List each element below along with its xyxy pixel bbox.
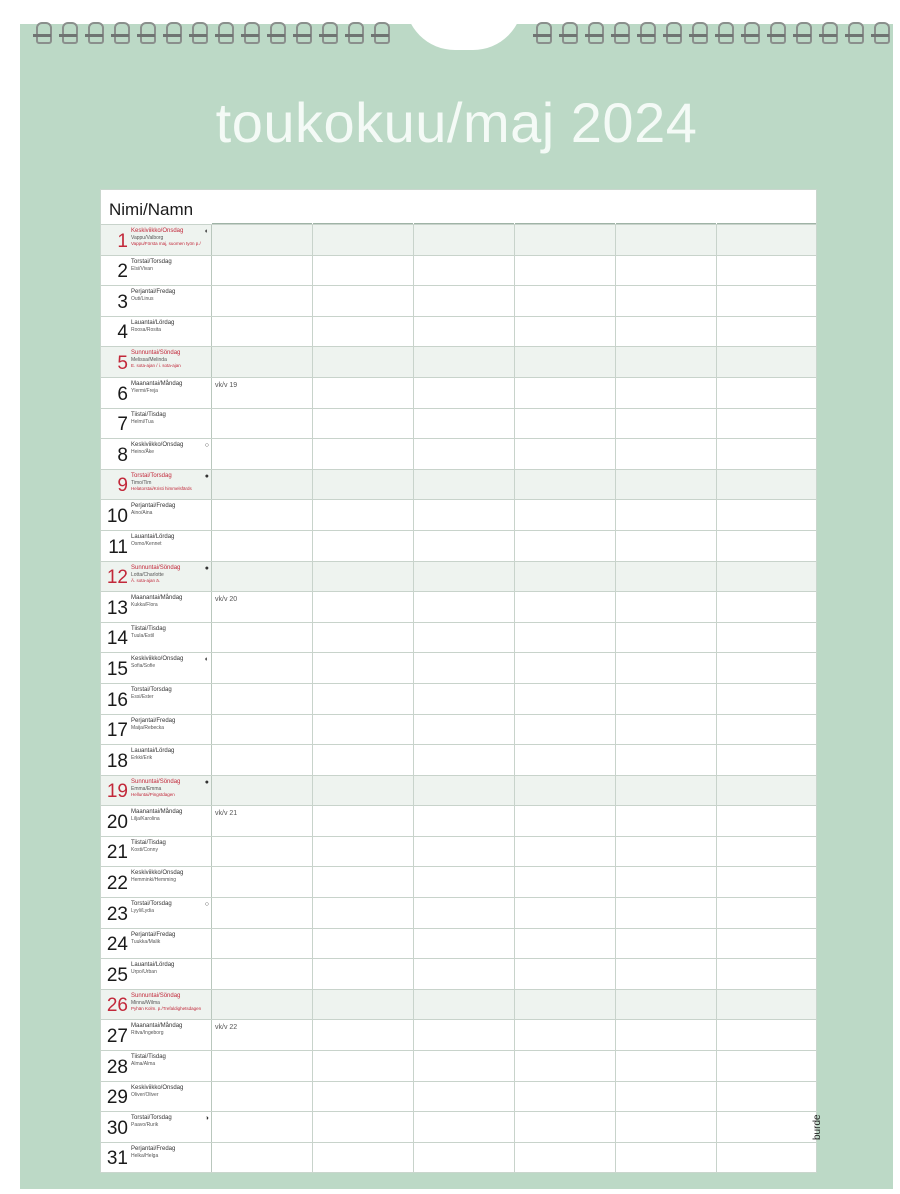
day-number: 4: [117, 322, 128, 344]
header-label: Nimi/Namn: [109, 200, 194, 219]
day-number: 12: [106, 567, 128, 589]
day-row: [101, 897, 816, 928]
name-day-label: Kukka/Flora: [131, 602, 158, 609]
binding-ring: [816, 20, 842, 46]
day-row: [101, 928, 816, 959]
day-number: 19: [106, 781, 128, 803]
holiday-note: Vappu/Första maj, suomen työn p./: [131, 241, 201, 246]
binding-ring: [186, 20, 212, 46]
page-title: toukokuu/maj 2024: [215, 91, 698, 154]
day-row: [101, 499, 816, 530]
day-row: [101, 285, 816, 316]
weekday-label: Lauantai/Lördag: [131, 319, 175, 326]
column-divider: [101, 745, 717, 775]
column-divider: [101, 439, 717, 469]
day-number: 6: [117, 383, 128, 405]
day-number: 14: [106, 628, 128, 650]
day-row: [101, 346, 816, 377]
name-day-label: Oliver/Oliver: [131, 1091, 159, 1098]
weekday-label: Keskiviikko/Onsdag: [131, 1084, 184, 1091]
day-row: [101, 1111, 816, 1142]
binding-ring: [160, 20, 186, 46]
column-divider: [101, 715, 717, 745]
day-number: 28: [106, 1056, 128, 1078]
day-row: [101, 958, 816, 989]
weekday-label: Tiistai/Tisdag: [131, 1054, 166, 1061]
day-number: 31: [106, 1148, 128, 1170]
day-number: 9: [117, 475, 128, 497]
name-day-label: Ylermi/Freja: [131, 387, 158, 394]
column-divider: [101, 256, 717, 286]
day-row: [101, 866, 816, 897]
column-divider: [101, 837, 717, 867]
column-divider: [101, 867, 717, 897]
weekday-label: Perjantai/Fredag: [131, 931, 176, 938]
day-number: 29: [106, 1087, 128, 1109]
day-number: 8: [117, 444, 128, 466]
weekday-label: Perjantai/Fredag: [131, 717, 176, 724]
binding-ring: [608, 20, 634, 46]
binding-ring: [56, 20, 82, 46]
moon-phase-icon: ●: [204, 564, 209, 572]
column-divider: [101, 286, 717, 316]
column-divider: [101, 562, 717, 592]
weekday-label: Maanantai/Måndag: [131, 1023, 183, 1030]
day-number: 2: [117, 261, 128, 283]
moon-phase-icon: ◑: [204, 1115, 209, 1123]
column-divider: [101, 409, 717, 439]
name-day-label: Helka/Helga: [131, 1152, 159, 1159]
day-number: 26: [106, 995, 128, 1017]
day-number: 15: [106, 658, 128, 680]
column-divider: [101, 929, 717, 959]
weekday-label: Torstai/Torsdag: [131, 686, 172, 693]
binding-ring: [712, 20, 738, 46]
column-divider: [101, 653, 717, 683]
weekday-label: Keskiviikko/Onsdag: [131, 656, 184, 663]
day-row: [101, 989, 816, 1020]
weekday-label: Maanantai/Måndag: [131, 595, 183, 602]
binding-ring: [790, 20, 816, 46]
day-row: [101, 530, 816, 561]
name-day-label: Timo/Tim: [131, 479, 152, 486]
name-day-label: Urpo/Urban: [131, 969, 157, 976]
day-number: 25: [106, 964, 128, 986]
weekday-label: Torstai/Torsdag: [131, 901, 172, 908]
day-row: [101, 1081, 816, 1112]
binding-rings-right: [530, 20, 894, 46]
weekday-label: Maanantai/Måndag: [131, 380, 183, 387]
binding-ring: [738, 20, 764, 46]
moon-phase-icon: ○: [204, 442, 209, 450]
column-divider: [101, 225, 717, 255]
name-day-label: Vappu/Valborg: [131, 235, 164, 241]
name-day-label: Alma/Alma: [131, 1061, 156, 1068]
column-divider: [101, 1143, 717, 1173]
column-divider: [101, 317, 717, 347]
column-divider: [101, 776, 717, 806]
day-number: 1: [117, 230, 128, 252]
moon-phase-icon: ●: [204, 778, 209, 786]
day-number: 16: [106, 689, 128, 711]
moon-phase-icon: ●: [204, 472, 209, 480]
column-divider: [101, 1112, 717, 1142]
binding-ring: [764, 20, 790, 46]
day-row: [101, 438, 816, 469]
header-name-cell-4[interactable]: [515, 190, 615, 224]
week-number: vk/v 22: [215, 1024, 238, 1032]
column-divider: [101, 623, 717, 653]
name-day-label: Heino/Åke: [131, 449, 155, 456]
day-number: 3: [117, 291, 128, 313]
weekday-label: Perjantai/Fredag: [131, 1145, 176, 1152]
weekday-label: Keskiviikko/Onsdag: [131, 442, 184, 449]
holiday-note: Helatorstai/Kristi himmelsfärds: [131, 485, 192, 491]
day-number: 11: [108, 536, 128, 558]
day-number: 5: [117, 352, 128, 374]
grid-header: [101, 190, 816, 224]
name-day-label: Ritva/Ingeborg: [131, 1030, 164, 1037]
weekday-label: Tiistai/Tisdag: [131, 625, 166, 632]
header-name-cell-6[interactable]: [717, 190, 816, 224]
binding-ring: [264, 20, 290, 46]
weekday-label: Sunnuntai/Söndag: [131, 350, 181, 357]
weekday-label: Sunnuntai/Söndag: [131, 992, 181, 999]
binding-rings-left: [30, 20, 394, 46]
column-divider: [101, 806, 717, 836]
binding-ring: [582, 20, 608, 46]
name-day-label: Hemminki/Hemming: [131, 877, 177, 884]
binding-ring: [634, 20, 660, 46]
header-name-cell-5[interactable]: [616, 190, 716, 224]
day-row: [101, 469, 816, 500]
day-row: [101, 744, 816, 775]
weekday-label: Lauantai/Lördag: [131, 962, 175, 969]
binding-ring: [238, 20, 264, 46]
calendar-grid: [100, 189, 817, 1173]
moon-phase-icon: ○: [204, 901, 209, 909]
day-number: 7: [117, 414, 128, 436]
holiday-note: Pyhän Kolm. p./Trefaldighetsdagen: [131, 1005, 202, 1011]
holiday-note: E. sota-ajan / i. sota-ajan: [131, 363, 181, 369]
week-number: vk/v 21: [215, 810, 238, 818]
binding-ring: [30, 20, 56, 46]
day-number: 23: [106, 903, 128, 925]
name-day-label: Maija/Rebecka: [131, 724, 165, 731]
column-divider: [101, 500, 717, 530]
binding-ring: [212, 20, 238, 46]
column-divider: [101, 378, 717, 408]
moon-phase-icon: ◐: [204, 228, 209, 235]
brand-logo: burde: [812, 1114, 823, 1140]
name-day-label: Melissa/Melinda: [131, 357, 167, 364]
name-day-label: Kosti/Conny: [131, 846, 158, 853]
name-day-label: Paavo/Rurik: [131, 1122, 159, 1129]
binding-ring: [108, 20, 134, 46]
column-divider: [101, 592, 717, 622]
weekday-label: Keskiviikko/Onsdag: [131, 228, 184, 234]
week-number: vk/v 20: [215, 596, 238, 604]
name-day-label: Tuula/Estil: [131, 632, 155, 639]
weekday-label: Perjantai/Fredag: [131, 503, 176, 510]
day-row: [101, 805, 816, 836]
name-day-label: Roosa/Rosita: [131, 326, 162, 333]
day-number: 30: [106, 1117, 128, 1139]
name-day-label: Minna/Wilma: [131, 999, 160, 1006]
binding-ring: [290, 20, 316, 46]
column-divider: [101, 1051, 717, 1081]
column-divider: [101, 1082, 717, 1112]
day-row: [101, 1050, 816, 1081]
day-number: 21: [106, 842, 128, 864]
day-row: [101, 377, 816, 408]
weekday-label: Lauantai/Lördag: [131, 533, 175, 540]
name-day-label: Lotta/Charlotte: [131, 571, 164, 578]
column-divider: [101, 990, 717, 1020]
binding-ring: [82, 20, 108, 46]
binding-ring: [530, 20, 556, 46]
week-number: vk/v 19: [215, 381, 238, 389]
binding-ring: [134, 20, 160, 46]
day-number: 20: [106, 811, 128, 833]
header-name-cell-1[interactable]: [212, 190, 312, 224]
day-row: [101, 408, 816, 439]
weekday-label: Keskiviikko/Onsdag: [131, 870, 184, 877]
holiday-note: Ä. sota-ajan ä.: [131, 577, 161, 583]
weekday-label: Maanantai/Måndag: [131, 809, 183, 816]
day-number: 27: [106, 1026, 128, 1048]
header-name-cell-2[interactable]: [313, 190, 413, 224]
column-divider: [101, 1020, 717, 1050]
weekday-label: Torstai/Torsdag: [131, 258, 172, 265]
binding-ring: [660, 20, 686, 46]
day-row: [101, 316, 816, 347]
day-row: [101, 255, 816, 286]
day-number: 17: [106, 720, 128, 742]
day-row: [101, 1142, 816, 1173]
binding-ring: [686, 20, 712, 46]
day-row: [101, 591, 816, 622]
column-divider: [101, 347, 717, 377]
weekday-label: Perjantai/Fredag: [131, 289, 176, 296]
weekday-label: Torstai/Torsdag: [131, 1115, 172, 1122]
header-name-cell-3[interactable]: [414, 190, 514, 224]
day-row: [101, 714, 816, 745]
name-day-label: Outi/Linus: [131, 296, 154, 303]
holiday-note: Helluntai/Pingstdagen: [131, 791, 175, 797]
day-number: 18: [106, 750, 128, 772]
day-row: [101, 1019, 816, 1050]
day-number: 22: [106, 873, 128, 895]
column-divider: [101, 531, 717, 561]
weekday-label: Sunnuntai/Söndag: [131, 778, 181, 785]
day-number: 13: [106, 597, 128, 619]
name-day-label: Elsi/Vivan: [131, 265, 153, 272]
day-row: [101, 836, 816, 867]
day-row: [101, 561, 816, 592]
binding-ring: [868, 20, 894, 46]
name-day-label: Emma/Emma: [131, 785, 162, 792]
name-day-label: Osmo/Kennet: [131, 540, 162, 547]
name-day-label: Essi/Ester: [131, 693, 154, 700]
moon-phase-icon: ◐: [204, 656, 209, 664]
day-row: [101, 622, 816, 653]
weekday-label: Tiistai/Tisdag: [131, 839, 166, 846]
binding-ring: [556, 20, 582, 46]
name-day-label: Sofia/Sofie: [131, 663, 156, 670]
column-divider: [101, 684, 717, 714]
weekday-label: Lauantai/Lördag: [131, 748, 175, 755]
binding-ring: [368, 20, 394, 46]
name-day-label: Lilja/Karolina: [131, 816, 160, 823]
binding-ring: [842, 20, 868, 46]
binding-ring: [342, 20, 368, 46]
day-row: [101, 683, 816, 714]
weekday-label: Torstai/Torsdag: [131, 472, 172, 479]
name-day-label: Helmi/Tua: [131, 418, 154, 425]
weekday-label: Sunnuntai/Söndag: [131, 564, 181, 571]
name-day-label: Lyyli/Lydia: [131, 908, 154, 915]
name-day-label: Tuukka/Malik: [131, 938, 161, 945]
day-row: [101, 775, 816, 806]
column-divider: [101, 959, 717, 989]
day-row: [101, 652, 816, 683]
binding-ring: [316, 20, 342, 46]
weekday-label: Tiistai/Tisdag: [131, 411, 166, 418]
day-number: 24: [106, 934, 128, 956]
day-row: [101, 224, 816, 255]
name-day-label: Erkki/Erik: [131, 755, 153, 762]
column-divider: [101, 898, 717, 928]
day-rows: [101, 224, 816, 1172]
day-number: 10: [106, 505, 128, 527]
column-divider: [101, 470, 717, 500]
name-day-label: Aino/Aina: [131, 510, 153, 517]
